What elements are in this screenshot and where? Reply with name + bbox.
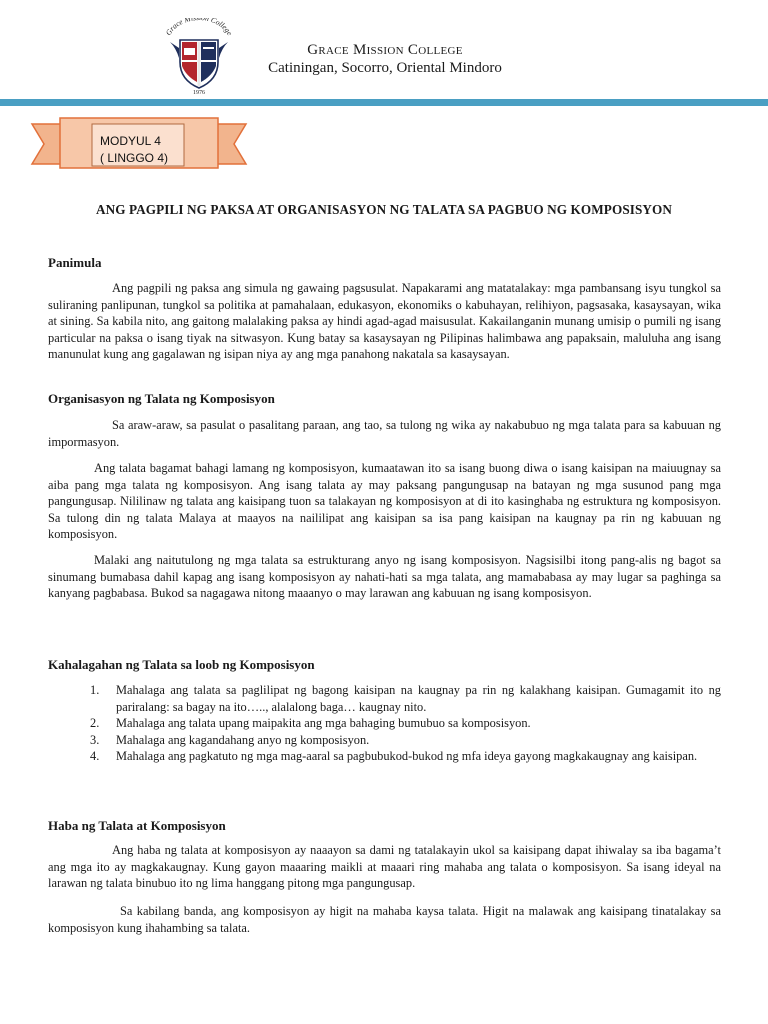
paragraph-organisasyon-3: Malaki ang naitutulong ng mga talata sa estrukturang anyo ng isang komposisyon. Nagsisilbi itong pang-alis ng bagot sa sinumang bumabasa dahil kapag ang isang komposisyon ay nahati-hati sa mga talata, ang mamababasa ay may lugar sa paghinga sa kanyang pagbabasa. Bukod sa nagagawa nitong maaanyo o may larawan ang kabuuan ng isang komposisyon. [48, 553, 721, 600]
list-item-text: Mahalaga ang talata upang maipakita ang mga bahaging bumubuo sa komposisyon. [116, 716, 531, 730]
logo-year: 1976 [193, 90, 205, 96]
module-label [100, 133, 168, 167]
list-number: 2. [90, 716, 100, 730]
logo-arc-text: Grace Mi n College [163, 18, 235, 37]
paragraph-panimula: Ang pagpili ng paksa ang simula ng gawaing pagsusulat. Napakarami ang matatalakay: mga pambansang isyu tungkol sa suliraning panlipunan, tungkol sa politika at pamahalaan, edukasyon, ekonomiks o kabuhayan, relihiyon, pagsasaka, kasaysayan, wika at sining. Sa kabila nito, ang gaitong malalaking paksa ay hindi agad-agad maisusulat. Kakailanganin munang umisip o pumili ng isang particular na paksa o isang tiyak na sitwasyon. Kung batay sa kasaysayan ng Pilipinas halimbawa ang papaksain, maluluha ang isang manunulat kung ang gagalawan ng isipan niya ay ang mga panahong nakatala sa kasaysayan. [48, 281, 721, 361]
paragraph-haba-1: Ang haba ng talata at komposisyon ay naaayon sa dami ng tatalakayin ukol sa kaisipang dapat ihiwalay sa iba bagama’t ang mga ito ay magkakaugnay. Kung gayon maaaring maikli at maaari ring mahaba ang talata o komposisyon. Sa isang ideyal na larawan ng talata binubuo ito ng lima hanggang pitong mga pangungusap. [48, 843, 721, 890]
kahalagahan-list [90, 682, 721, 765]
header-divider-bar [0, 99, 768, 106]
list-item-text: Mahalaga ang talata sa paglilipat ng bagong kaisipan na kaugnay pa rin ng kalakhang kaisipan. Gumagamit ito ng pariralang: sa bagay na ito….., alalalong baga… kaugnay nito. [116, 683, 721, 714]
list-number: 1. [90, 683, 100, 697]
college-name: Grace Mission College [307, 42, 463, 58]
paragraph-organisasyon-1: Sa araw-araw, sa pasulat o pasalitang paraan, ang tao, sa tulong ng wika ay nakabubuo ng mga talata para sa kabuuan ng impormasyon. [48, 418, 721, 449]
college-logo-icon [162, 18, 236, 96]
section-heading-organisasyon: Organisasyon ng Talata ng Komposisyon [48, 391, 275, 406]
paragraph-haba-2: Sa kabilang banda, ang komposisyon ay higit na mahaba kaysa talata. Higit na malawak ang kaisipang tinatalakay sa komposisyon kung ihahambing sa talata. [48, 904, 721, 935]
list-item-text: Mahalaga ang pagkatuto ng mga mag-aaral sa pagbubukod-bukod ng mfa ideya gayong magkakaugnay ang kaisipan. [116, 749, 698, 763]
list-item [90, 748, 721, 765]
list-item-text: Mahalaga ang kagandahang anyo ng komposisyon. [116, 732, 370, 747]
svg-text:Grace Mission College [164, 18, 235, 37]
list-number: 4. [90, 749, 100, 763]
section-heading-kahalagahan: Kahalagahan ng Talata sa loob ng Komposisyon [48, 657, 315, 672]
document-title: ANG PAGPILI NG PAKSA AT ORGANISASYON NG TALATA SA PAGBUO NG KOMPOSISYON [95, 202, 673, 217]
list-item [90, 682, 721, 715]
module-number: MODYUL 4 [100, 134, 161, 148]
list-number: 3. [90, 732, 100, 747]
section-heading-haba: Haba ng Talata at Komposisyon [48, 818, 226, 833]
paragraph-organisasyon-2: Ang talata bagamat bahagi lamang ng komposisyon, kumaatawan ito sa isang buong diwa o isang kaisipan na maiuugnay sa aiba pang mga talata ng komposisyon. Ang isang talata ay may paksang pangungusap na batayan ng mga susunod pang mga pangungusap. Nililinaw ng talata ang kaisipang tuon sa talakayan ng komposisyon at di ito kasinghaba ng estruktura ng komposisyon. Sa tulong din ng talata Malaya at maayos na naililipat ang kaisipan sa isa pang kaisipan na kaugnay pa rin ng kabuuan ng komposisyon. [48, 461, 721, 541]
module-week: ( LINGGO 4) [100, 151, 169, 165]
section-heading-panimula: Panimula [48, 255, 102, 270]
list-item [90, 732, 721, 749]
college-address: Catiningan, Socorro, Oriental Mindoro [268, 60, 502, 76]
list-item [90, 715, 721, 732]
